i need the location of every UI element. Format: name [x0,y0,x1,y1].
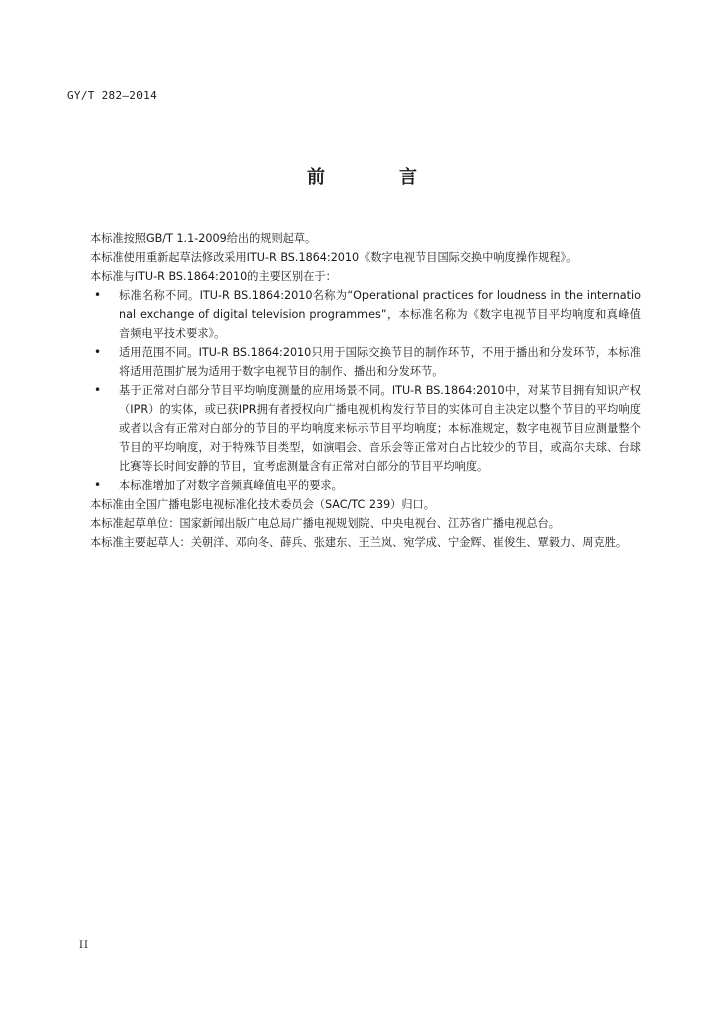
page-title: 前 言 [307,167,445,188]
bullet-item-scope-difference [67,343,641,381]
bullet-text: 标准名称不同。ITU-R BS.1864:2010名称为“Operational practices for loudness in the international exchange of digital television programmes”，本标准名称为《数字电视节目平均响度和真峰值音频电平技术要求》。 [119,289,641,340]
bullet-item-true-peak [67,476,641,495]
bullet-item-measurement-difference [67,381,641,476]
paragraph-drafters: 本标准主要起草人：关朝洋、邓向冬、薛兵、张建东、王兰岚、宛学成、宁金辉、崔俊生、覃毅力、周克胜。 [90,536,628,549]
document-body [67,229,641,552]
bullet-item-name-difference [67,286,641,343]
bullet-icon: • [94,478,102,492]
bullet-icon: • [94,288,102,302]
paragraph-differences-intro: 本标准与ITU-R BS.1864:2010的主要区别在于： [90,270,337,283]
bullet-text: 本标准增加了对数字音频真峰值电平的要求。 [119,479,343,492]
paragraph-drafting-rules: 本标准按照GB/T 1.1-2009给出的规则起草。 [90,232,317,245]
bullet-icon: • [94,383,102,397]
paragraph-jurisdiction: 本标准由全国广播电影电视标准化技术委员会（SAC/TC 239）归口。 [90,498,435,511]
standard-code: GY/T 282—2014 [67,89,157,102]
paragraph-adoption-method: 本标准使用重新起草法修改采用ITU-R BS.1864:2010《数字电视节目国际交换中响度操作规程》。 [90,251,578,264]
bullet-text: 适用范围不同。ITU-R BS.1864:2010只用于国际交换节目的制作环节，不用于播出和分发环节，本标准将适用范围扩展为适用于数字电视节目的制作、播出和分发环节。 [119,346,641,378]
bullet-icon: • [94,345,102,359]
paragraph-drafting-units: 本标准起草单位：国家新闻出版广电总局广播电视规划院、中央电视台、江苏省广播电视总台。 [90,517,560,530]
bullet-text: 基于正常对白部分节目平均响度测量的应用场景不同。ITU-R BS.1864:2010中，对某节目拥有知识产权（IPR）的实体，或已获IPR拥有者授权向广播电视机构发行节目的实体可自主决定以整个节目的平均响度或者以含有正常对白部分的节目的平均响度来标示节目平均响度；本标准规定，数字电视节目应测量整个节目的平均响度，对于特殊节目类型，如演唱会、音乐会等正常对白占比较少的节目，或高尔夫球、台球比赛等长时间安静的节目，宜考虑测量含有正常对白部分的节目平均响度。 [119,384,641,473]
page-number: II [79,940,89,951]
